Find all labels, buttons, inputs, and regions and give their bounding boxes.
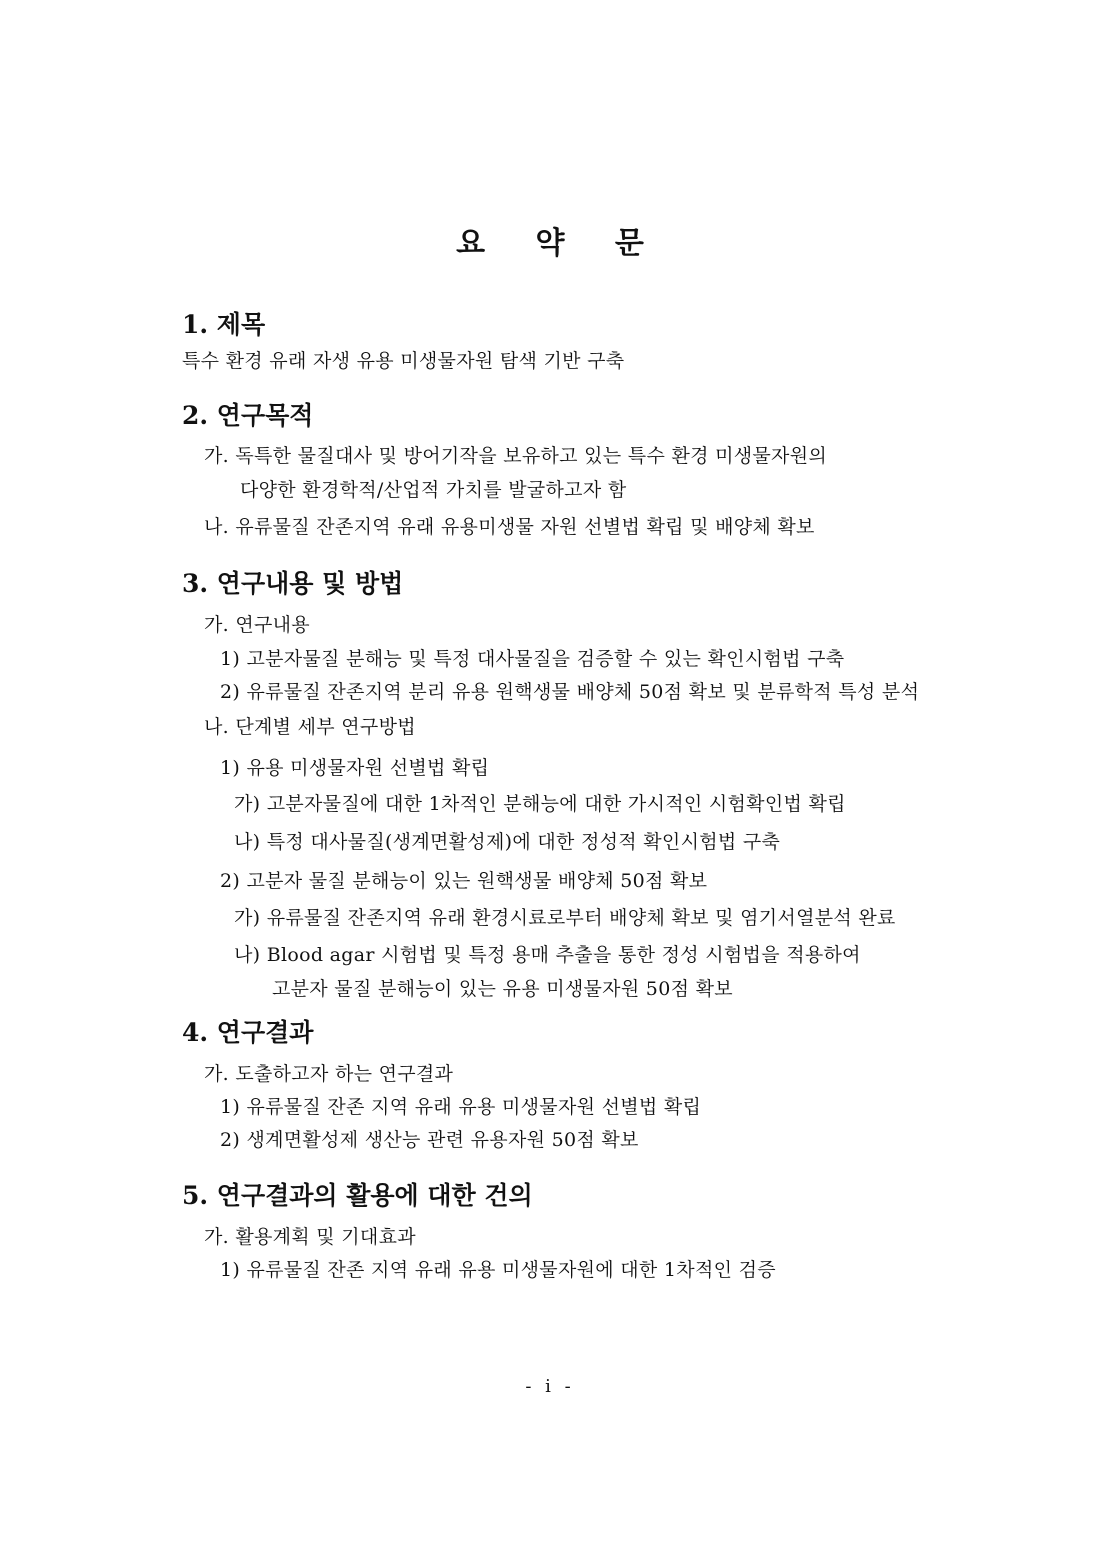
purpose-item-1: 가. 독특한 물질대사 및 방어기작을 보유하고 있는 특수 환경 미생물자원의: [204, 445, 828, 467]
page-number: - i -: [525, 1376, 575, 1397]
method-item-2a: 가) 유류물질 잔존지역 유래 환경시료로부터 배양체 확보 및 염기서열분석 완료: [234, 907, 896, 929]
method-item-2b-continued: 고분자 물질 분해능이 있는 유용 미생물자원 50점 확보: [272, 978, 733, 1000]
section-heading-title: 1. 제목: [182, 310, 266, 339]
method-item-1b: 나) 특정 대사물질(생계면활성제)에 대한 정성적 확인시험법 구축: [234, 831, 781, 853]
section-heading-results: 4. 연구결과: [182, 1018, 314, 1047]
content-subheading: 가. 연구내용: [204, 614, 310, 636]
content-item-1: 1) 고분자물질 분해능 및 특정 대사물질을 검증할 수 있는 확인시험법 구축: [220, 648, 845, 670]
method-item-2b: 나) Blood agar 시험법 및 특정 용매 추출을 통한 정성 시험법을 적용하여: [234, 944, 861, 966]
document-title: 요 약 문: [456, 226, 664, 261]
method-item-2: 2) 고분자 물질 분해능이 있는 원핵생물 배양체 50점 확보: [220, 870, 708, 892]
method-item-1a: 가) 고분자물질에 대한 1차적인 분해능에 대한 가시적인 시험확인법 확립: [234, 793, 846, 815]
utilization-subheading: 가. 활용계획 및 기대효과: [204, 1226, 416, 1248]
results-subheading: 가. 도출하고자 하는 연구결과: [204, 1063, 454, 1085]
purpose-item-1-continued: 다양한 환경학적/산업적 가치를 발굴하고자 함: [240, 479, 627, 501]
method-subheading: 나. 단계별 세부 연구방법: [204, 716, 416, 738]
results-item-1: 1) 유류물질 잔존 지역 유래 유용 미생물자원 선별법 확립: [220, 1096, 702, 1118]
section-heading-utilization: 5. 연구결과의 활용에 대한 건의: [182, 1181, 533, 1210]
content-item-2: 2) 유류물질 잔존지역 분리 유용 원핵생물 배양체 50점 확보 및 분류학적 특성 분석: [220, 681, 920, 703]
purpose-item-2: 나. 유류물질 잔존지역 유래 유용미생물 자원 선별법 확립 및 배양체 확보: [204, 516, 815, 538]
results-item-2: 2) 생계면활성제 생산능 관련 유용자원 50점 확보: [220, 1129, 639, 1151]
section-heading-purpose: 2. 연구목적: [182, 401, 314, 430]
section-heading-content-method: 3. 연구내용 및 방법: [182, 569, 404, 598]
method-item-1: 1) 유용 미생물자원 선별법 확립: [220, 757, 490, 779]
utilization-item-1: 1) 유류물질 잔존 지역 유래 유용 미생물자원에 대한 1차적인 검증: [220, 1259, 776, 1281]
project-title-text: 특수 환경 유래 자생 유용 미생물자원 탐색 기반 구축: [182, 350, 625, 372]
